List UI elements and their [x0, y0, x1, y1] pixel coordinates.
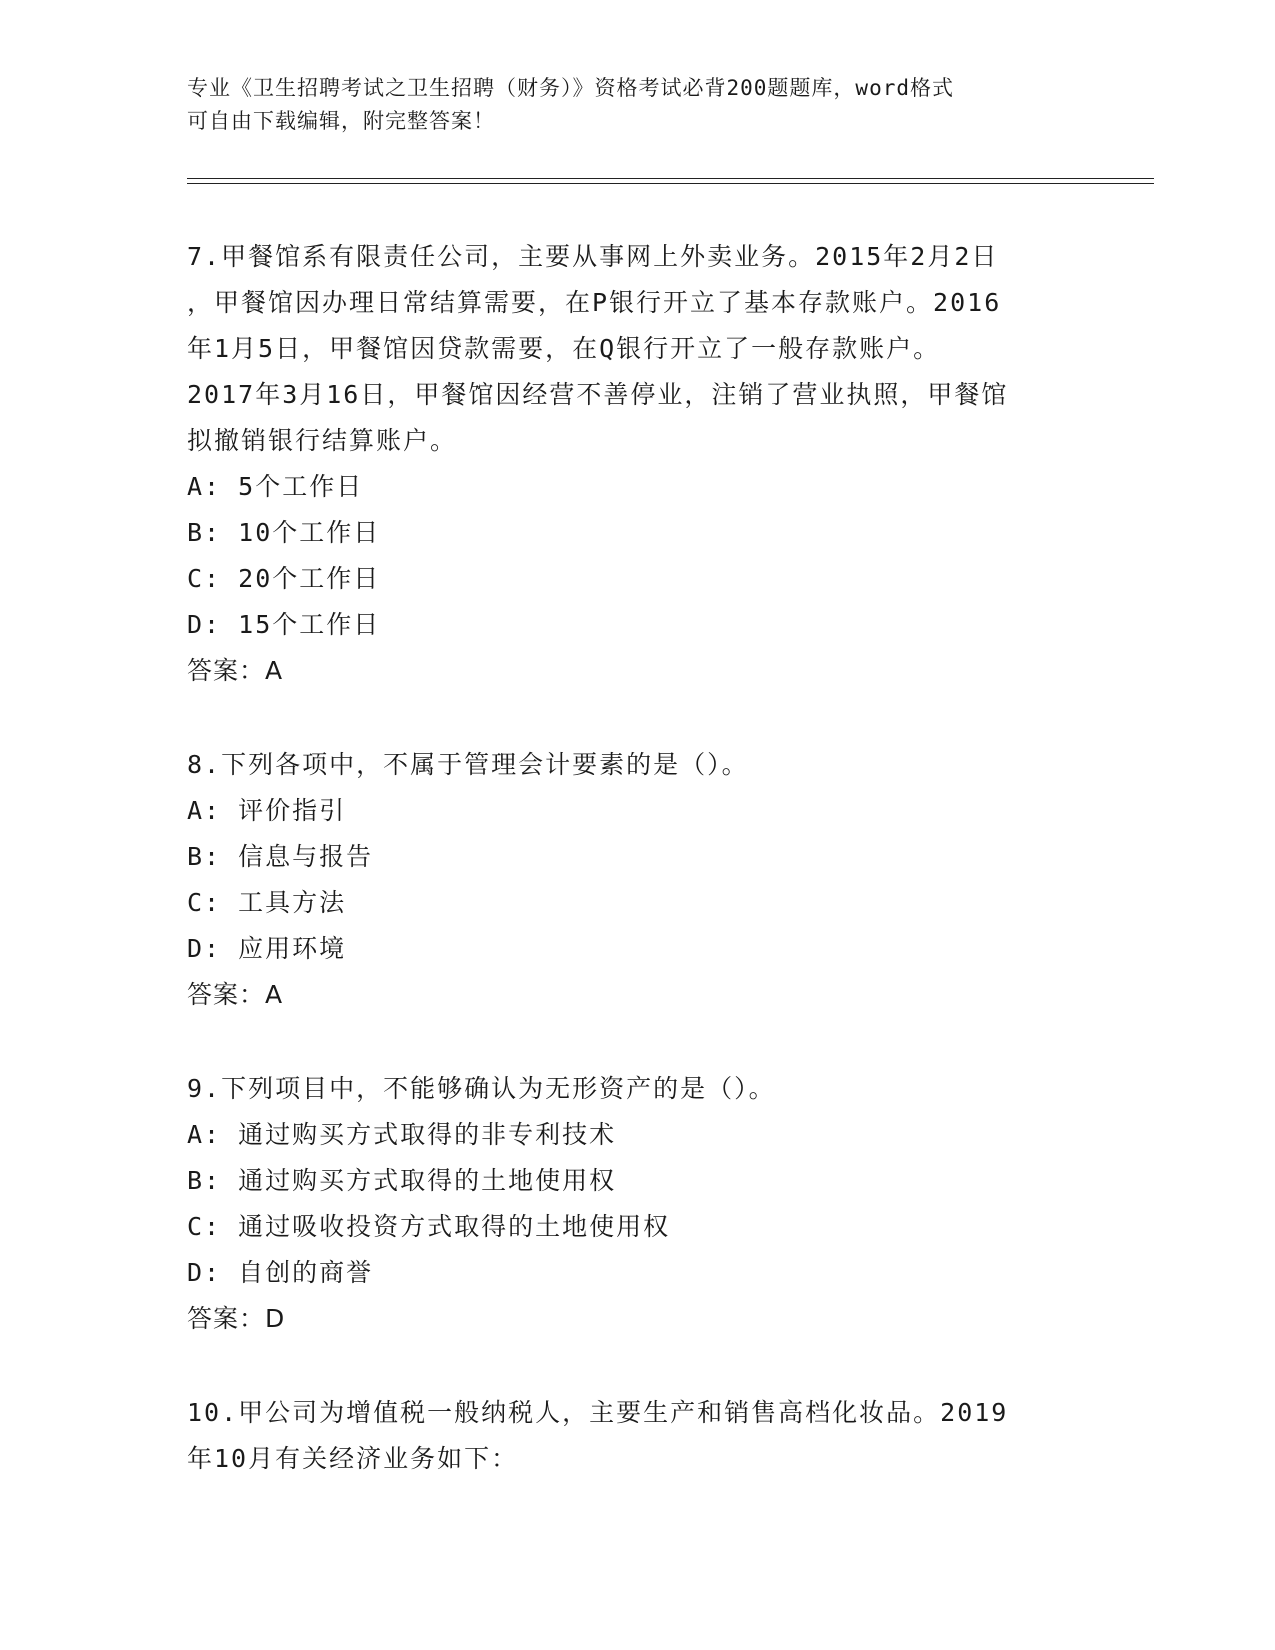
question-stem	[187, 1390, 1087, 1482]
stem-line: 年10月有关经济业务如下：	[187, 1444, 519, 1473]
stem-line: 10.甲公司为增值税一般纳税人，主要生产和销售高档化妆品。2019	[187, 1398, 1009, 1427]
stem-line: 拟撤销银行结算账户。	[187, 426, 458, 455]
header-line-2: 可自由下载编辑，附完整答案！	[187, 109, 495, 133]
question-10	[187, 1390, 1087, 1482]
stem-line: 7.甲餐馆系有限责任公司，主要从事网上外卖业务。2015年2月2日	[187, 242, 999, 271]
question-stem	[187, 234, 1087, 464]
option-c: C: 通过吸收投资方式取得的土地使用权	[187, 1212, 671, 1241]
stem-line: 9.下列项目中，不能够确认为无形资产的是（）。	[187, 1074, 776, 1103]
stem-line: 年1月5日，甲餐馆因贷款需要，在Q银行开立了一般存款账户。	[187, 334, 941, 363]
question-7	[187, 234, 1087, 694]
header-line-1: 专业《卫生招聘考试之卫生招聘（财务）》资格考试必背200题题库，word格式	[187, 76, 954, 100]
document-header	[187, 72, 1087, 138]
question-stem	[187, 742, 1087, 788]
option-b: B: 通过购买方式取得的土地使用权	[187, 1166, 617, 1195]
stem-line: ，甲餐馆因办理日常结算需要，在P银行开立了基本存款账户。2016	[187, 288, 1002, 317]
answer-line: 答案：D	[187, 1304, 286, 1333]
header-double-rule	[187, 178, 1154, 184]
option-b: B: 10个工作日	[187, 518, 381, 547]
option-c: C: 20个工作日	[187, 564, 381, 593]
option-a: A: 评价指引	[187, 796, 347, 825]
answer-line: 答案：A	[187, 980, 284, 1009]
stem-line: 8.下列各项中，不属于管理会计要素的是（）。	[187, 750, 749, 779]
option-a: A: 5个工作日	[187, 472, 364, 501]
option-c: C: 工具方法	[187, 888, 347, 917]
question-list	[187, 234, 1087, 1530]
option-d: D: 应用环境	[187, 934, 347, 963]
question-8	[187, 742, 1087, 1018]
option-d: D: 15个工作日	[187, 610, 381, 639]
stem-line: 2017年3月16日，甲餐馆因经营不善停业，注销了营业执照，甲餐馆	[187, 380, 1009, 409]
question-stem	[187, 1066, 1087, 1112]
option-a: A: 通过购买方式取得的非专利技术	[187, 1120, 617, 1149]
question-9	[187, 1066, 1087, 1342]
option-b: B: 信息与报告	[187, 842, 374, 871]
answer-line: 答案：A	[187, 656, 284, 685]
option-d: D: 自创的商誉	[187, 1258, 374, 1287]
